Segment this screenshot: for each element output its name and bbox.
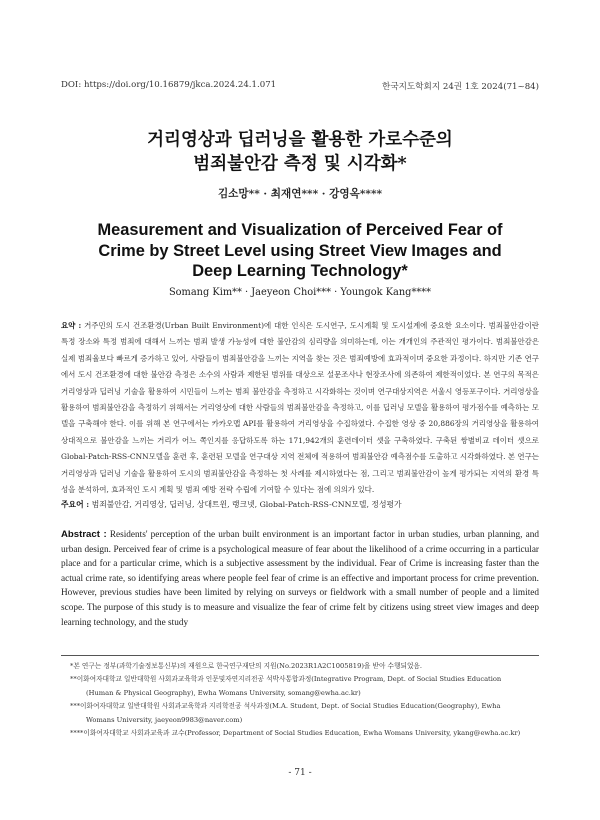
authors-english: Somang Kim** · Jaeyeon Choi*** · Youngok Kang**** — [168, 287, 432, 298]
footnote-author-2: ***이화여자대학교 일반대학원 사회과교육학과 지리학전공 석사과정(M.A. Student, Dept. of Social Studies Education(Geography), Ewha — [70, 702, 501, 711]
abstract-korean-text: 거주민의 도시 건조환경(Urban Built Environment)에 대한 인식은 도시연구, 도시계획 및 도시설계에 중요한 요소이다. 범죄불안감이란 특정 장소와 특정 범죄에 대해서 느끼는 범죄 발생 가능성에 대한 불안감의 심리량을 의미하는데, 이는 개개인의 주관적인 평가이다. 범죄불안감은 실제 범죄율보다 빠르게 증가하고 있어, 사람들이 범죄불안감을 느끼는 지역을 찾는 것은 범죄예방에 효과적이며 중요한 과정이다. 하지만 기존 연구에서 도시 건조환경에 대한 불안감 측정은 소수의 사람과 제한된 범위를 대상으로 설문조사나 현장조사에 의존하여 제한적이었다. 본 연구의 목적은 거리영상과 딥러닝 기술을 활용하여 시민들이 느끼는 범죄 불안감을 측정하고 시각화하는 것이며 연구대상지역은 서울시 영등포구이다. 거리영상을 활용하여 범죄불안감을 측정하기 위해서는 거리영상에 대한 사람들의 범죄불안감을 측정하고, 이를 딥러닝 모델을 활용하여 평가점수를 예측하는 모델을 구축해야 한다. 이를 위해 본 연구에서는 카카오맵 API를 활용하여 거리영상을 수집하였다. 수집한 영상 중 20,886장의 거리영상을 활용하여 상대적으로 불안감을 느끼는 거리가 어느 쪽인지를 응답하도록 하는 171,942개의 훈련데이터 셋을 구축하였다. 구축된 쌍별비교 데이터 셋으로 Global-Patch-RSS-CNN모델을 훈련 후, 훈련된 모델을 연구대상 지역 전체에 적용하여 범죄불안감 예측점수를 도출하고 시각화하였다. 본 연구는 거리영상과 딥러닝 기술을 활용하여 도시의 범죄불안감을 측정하는 첫 사례를 제시하였다는 점, 그리고 범죄불안감이 높게 평가되는 지역의 환경 특성을 분석하여, 효과적인 도시 계획 및 범죄 예방 전략 수립에 기여할 수 있다는 점에 의의가 있다. — [61, 321, 539, 495]
page-header — [61, 80, 539, 92]
abstract-english-label: Abstract : — [61, 529, 107, 540]
keywords-korean-text: 범죄불안감, 거리영상, 딥러닝, 상대트윈, 랭크넷, Global-Patch-RSS-CNN모델, 정성평가 — [91, 500, 402, 509]
abstract-korean — [61, 318, 539, 498]
footnote-author-2-cont: Womans University, jaeyeon9983@naver.com) — [86, 715, 243, 724]
title-korean-line-2: 범죄불안감 측정 및 시각화* — [193, 154, 407, 174]
title-korean-line-1: 거리영상과 딥러닝을 활용한 가로수준의 — [147, 130, 453, 150]
abstract-english — [61, 528, 539, 630]
footnote-divider — [61, 655, 539, 656]
title-english — [0, 220, 600, 282]
title-english-line-2: Crime by Street Level using Street View Images and — [98, 241, 502, 260]
footnote-funding: *본 연구는 정부(과학기술정보통신부)의 재원으로 한국연구재단의 지원(No.2023R1A2C1005819)을 받아 수행되었음. — [70, 662, 422, 670]
footnote-author-3: ****이화여자대학교 사회과교육과 교수(Professor, Department of Social Studies Education, Ewha Womans University, ykang@ewha.ac.kr) — [70, 729, 521, 738]
title-korean — [0, 128, 600, 176]
authors-korean: 김소망** · 최재연*** · 강영옥**** — [217, 188, 383, 200]
keywords-korean — [61, 498, 539, 512]
footnote-author-1: **이화여자대학교 일반대학원 사회과교육학과 인문및자연지리전공 석박사통합과정(Integrative Program, Dept. of Social Studies Education — [70, 675, 502, 684]
abstract-english-text: Residents' perception of the urban built environment is an important factor in urban studies, urban planning, and urban design. Perceived fear of crime is a psychological measure of fear about the likelihood of a crime occurring in a particular place and for a particular crime, which is a subjective assessment by the individual. Fear of Crime is increasing faster than the actual crime rate, so identifying areas where people feel fear of crime is an effective and important process for crime prevention. However, previous studies have been limited by relying on surveys or fieldwork with a small number of people and a limited scope. The purpose of this study is to measure and visualize the fear of crime felt by citizens using street view images and deep learning technology, and the study — [61, 530, 540, 628]
keywords-korean-label: 주요어 : — [61, 500, 90, 509]
footnote-author-1-cont: (Human & Physical Geography), Ewha Womans University, somang@ewha.ac.kr) — [86, 688, 361, 697]
journal-info: 한국지도학회지 24권 1호 2024(71~84) — [382, 82, 539, 92]
page-number: - 71 - — [288, 768, 312, 778]
title-english-line-3: Deep Learning Technology* — [192, 262, 408, 280]
title-english-line-1: Measurement and Visualization of Perceived Fear of — [97, 221, 503, 239]
footnotes — [70, 660, 536, 740]
abstract-korean-label: 요약 : — [61, 321, 82, 330]
doi-text[interactable]: DOI: https://doi.org/10.16879/jkca.2024.24.1.071 — [61, 80, 277, 90]
